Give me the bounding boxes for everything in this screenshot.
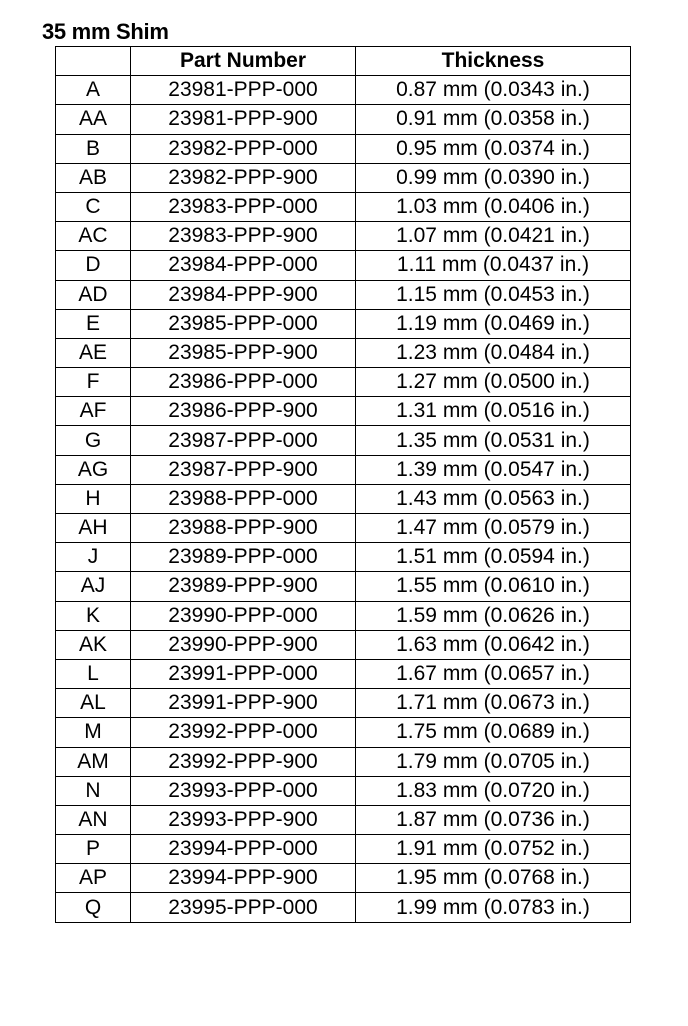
cell-part-number: 23984-PPP-000 xyxy=(131,251,356,280)
table-row xyxy=(56,309,631,338)
table-row xyxy=(56,659,631,688)
cell-part-number: 23987-PPP-900 xyxy=(131,455,356,484)
cell-thickness: 1.19 mm (0.0469 in.) xyxy=(356,309,631,338)
header-letter xyxy=(56,47,131,76)
table-row xyxy=(56,893,631,922)
cell-letter: F xyxy=(56,368,131,397)
cell-letter: AD xyxy=(56,280,131,309)
table-row xyxy=(56,455,631,484)
table-row xyxy=(56,514,631,543)
shim-table xyxy=(55,46,631,923)
cell-thickness: 1.23 mm (0.0484 in.) xyxy=(356,338,631,367)
table-row xyxy=(56,864,631,893)
cell-thickness: 1.27 mm (0.0500 in.) xyxy=(356,368,631,397)
cell-letter: E xyxy=(56,309,131,338)
cell-letter: AE xyxy=(56,338,131,367)
cell-letter: J xyxy=(56,543,131,572)
cell-part-number: 23986-PPP-000 xyxy=(131,368,356,397)
cell-part-number: 23988-PPP-000 xyxy=(131,484,356,513)
cell-letter: AK xyxy=(56,630,131,659)
table-row xyxy=(56,134,631,163)
table-row xyxy=(56,601,631,630)
table-row xyxy=(56,222,631,251)
cell-thickness: 1.95 mm (0.0768 in.) xyxy=(356,864,631,893)
table-row xyxy=(56,192,631,221)
table-row xyxy=(56,835,631,864)
table-title: 35 mm Shim xyxy=(42,19,169,44)
cell-part-number: 23995-PPP-000 xyxy=(131,893,356,922)
cell-letter: K xyxy=(56,601,131,630)
cell-letter: D xyxy=(56,251,131,280)
cell-thickness: 1.59 mm (0.0626 in.) xyxy=(356,601,631,630)
cell-part-number: 23986-PPP-900 xyxy=(131,397,356,426)
table-row xyxy=(56,338,631,367)
cell-part-number: 23992-PPP-000 xyxy=(131,718,356,747)
table-row xyxy=(56,484,631,513)
cell-part-number: 23983-PPP-900 xyxy=(131,222,356,251)
cell-part-number: 23983-PPP-000 xyxy=(131,192,356,221)
cell-letter: M xyxy=(56,718,131,747)
cell-part-number: 23989-PPP-000 xyxy=(131,543,356,572)
cell-thickness: 1.67 mm (0.0657 in.) xyxy=(356,659,631,688)
cell-part-number: 23981-PPP-900 xyxy=(131,105,356,134)
cell-letter: AM xyxy=(56,747,131,776)
cell-part-number: 23985-PPP-900 xyxy=(131,338,356,367)
cell-thickness: 0.99 mm (0.0390 in.) xyxy=(356,163,631,192)
table-row xyxy=(56,397,631,426)
table-row xyxy=(56,426,631,455)
cell-part-number: 23993-PPP-000 xyxy=(131,776,356,805)
cell-letter: H xyxy=(56,484,131,513)
table-row xyxy=(56,543,631,572)
table-row xyxy=(56,105,631,134)
cell-part-number: 23985-PPP-000 xyxy=(131,309,356,338)
cell-thickness: 1.31 mm (0.0516 in.) xyxy=(356,397,631,426)
cell-thickness: 1.47 mm (0.0579 in.) xyxy=(356,514,631,543)
table-row xyxy=(56,163,631,192)
table-row xyxy=(56,747,631,776)
cell-part-number: 23991-PPP-000 xyxy=(131,659,356,688)
cell-thickness: 1.91 mm (0.0752 in.) xyxy=(356,835,631,864)
cell-part-number: 23981-PPP-000 xyxy=(131,76,356,105)
cell-part-number: 23994-PPP-900 xyxy=(131,864,356,893)
cell-letter: G xyxy=(56,426,131,455)
cell-thickness: 1.71 mm (0.0673 in.) xyxy=(356,689,631,718)
cell-thickness: 1.55 mm (0.0610 in.) xyxy=(356,572,631,601)
table-row xyxy=(56,805,631,834)
cell-letter: Q xyxy=(56,893,131,922)
table-row xyxy=(56,776,631,805)
cell-thickness: 1.79 mm (0.0705 in.) xyxy=(356,747,631,776)
cell-letter: AN xyxy=(56,805,131,834)
table-row xyxy=(56,689,631,718)
cell-letter: A xyxy=(56,76,131,105)
cell-thickness: 1.39 mm (0.0547 in.) xyxy=(356,455,631,484)
cell-part-number: 23987-PPP-000 xyxy=(131,426,356,455)
cell-part-number: 23988-PPP-900 xyxy=(131,514,356,543)
cell-part-number: 23990-PPP-000 xyxy=(131,601,356,630)
cell-thickness: 1.99 mm (0.0783 in.) xyxy=(356,893,631,922)
cell-letter: AC xyxy=(56,222,131,251)
cell-thickness: 0.91 mm (0.0358 in.) xyxy=(356,105,631,134)
cell-letter: AJ xyxy=(56,572,131,601)
cell-thickness: 1.63 mm (0.0642 in.) xyxy=(356,630,631,659)
cell-part-number: 23993-PPP-900 xyxy=(131,805,356,834)
cell-letter: AH xyxy=(56,514,131,543)
cell-part-number: 23982-PPP-900 xyxy=(131,163,356,192)
table-row xyxy=(56,76,631,105)
header-part-number: Part Number xyxy=(131,47,356,76)
cell-thickness: 1.07 mm (0.0421 in.) xyxy=(356,222,631,251)
cell-letter: AF xyxy=(56,397,131,426)
table-row xyxy=(56,630,631,659)
cell-letter: AA xyxy=(56,105,131,134)
header-thickness: Thickness xyxy=(356,47,631,76)
cell-part-number: 23984-PPP-900 xyxy=(131,280,356,309)
table-row xyxy=(56,251,631,280)
cell-letter: B xyxy=(56,134,131,163)
cell-letter: P xyxy=(56,835,131,864)
table-row xyxy=(56,572,631,601)
cell-letter: AP xyxy=(56,864,131,893)
cell-letter: N xyxy=(56,776,131,805)
cell-thickness: 0.87 mm (0.0343 in.) xyxy=(356,76,631,105)
cell-thickness: 1.75 mm (0.0689 in.) xyxy=(356,718,631,747)
cell-part-number: 23991-PPP-900 xyxy=(131,689,356,718)
cell-letter: AL xyxy=(56,689,131,718)
cell-thickness: 1.51 mm (0.0594 in.) xyxy=(356,543,631,572)
cell-part-number: 23982-PPP-000 xyxy=(131,134,356,163)
cell-part-number: 23994-PPP-000 xyxy=(131,835,356,864)
cell-thickness: 1.35 mm (0.0531 in.) xyxy=(356,426,631,455)
cell-thickness: 0.95 mm (0.0374 in.) xyxy=(356,134,631,163)
cell-letter: C xyxy=(56,192,131,221)
cell-thickness: 1.11 mm (0.0437 in.) xyxy=(356,251,631,280)
cell-part-number: 23989-PPP-900 xyxy=(131,572,356,601)
header-row xyxy=(56,47,631,76)
cell-thickness: 1.03 mm (0.0406 in.) xyxy=(356,192,631,221)
cell-part-number: 23990-PPP-900 xyxy=(131,630,356,659)
cell-part-number: 23992-PPP-900 xyxy=(131,747,356,776)
cell-letter: L xyxy=(56,659,131,688)
table-row xyxy=(56,368,631,397)
table-row xyxy=(56,280,631,309)
cell-thickness: 1.83 mm (0.0720 in.) xyxy=(356,776,631,805)
table-body xyxy=(56,76,631,922)
cell-letter: AB xyxy=(56,163,131,192)
cell-letter: AG xyxy=(56,455,131,484)
cell-thickness: 1.43 mm (0.0563 in.) xyxy=(356,484,631,513)
cell-thickness: 1.15 mm (0.0453 in.) xyxy=(356,280,631,309)
table-row xyxy=(56,718,631,747)
cell-thickness: 1.87 mm (0.0736 in.) xyxy=(356,805,631,834)
